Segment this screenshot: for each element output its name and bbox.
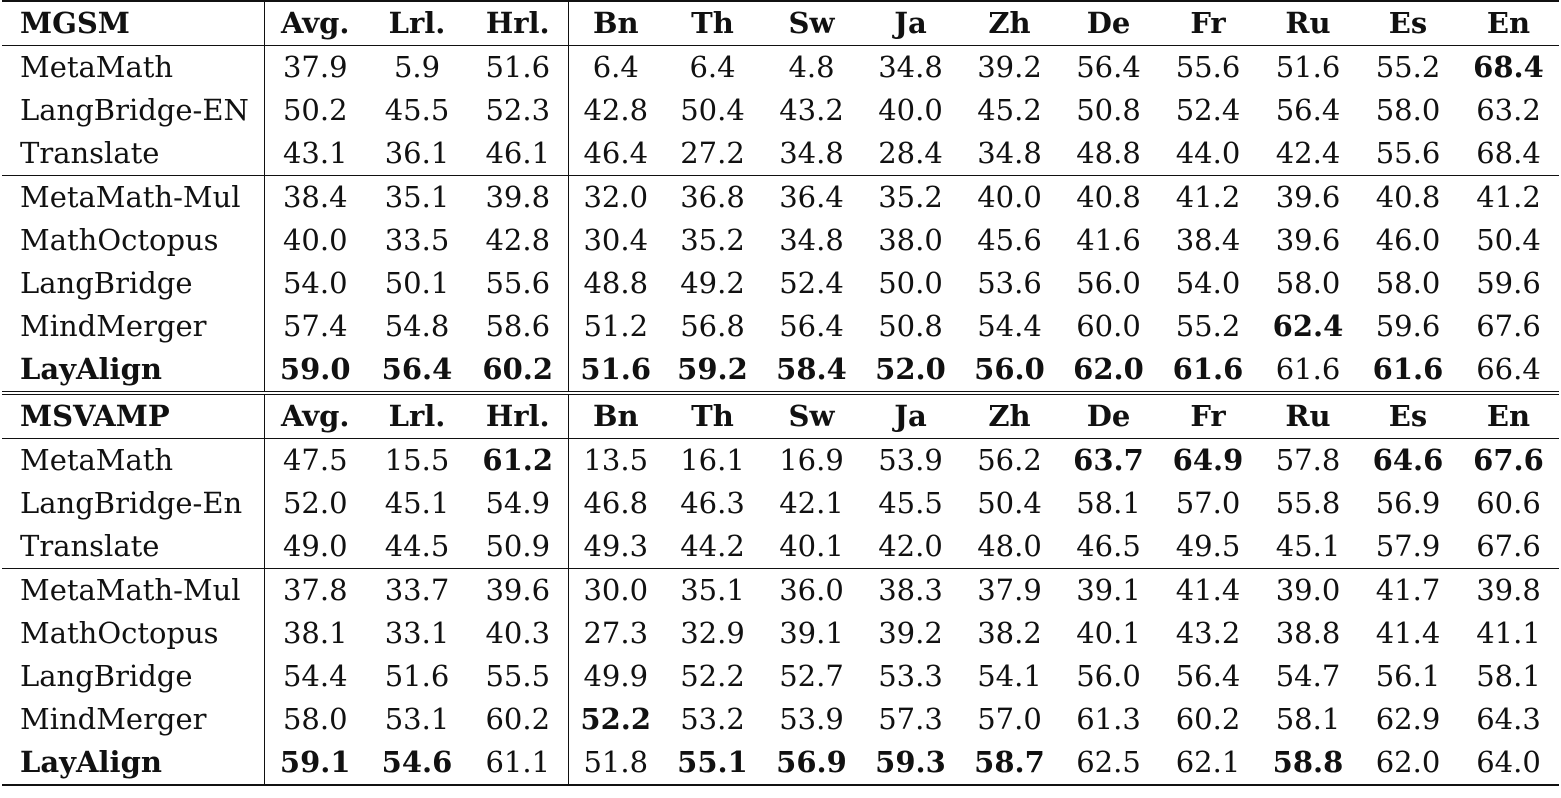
score-cell: 58.1 (1076, 486, 1141, 520)
score-cell: 32.9 (680, 616, 745, 650)
score-cell: 38.4 (1175, 223, 1241, 257)
score-cell: 56.1 (1375, 659, 1441, 693)
score-cell: 32.0 (568, 176, 663, 220)
score-cell: 37.8 (264, 569, 366, 613)
score-cell: 66.4 (1476, 352, 1541, 386)
column-header: Bn (568, 1, 663, 46)
score-cell: 36.8 (663, 176, 762, 220)
score-cell: 35.2 (861, 176, 960, 220)
score-cell: 51.6 (468, 46, 568, 90)
score-cell: 68.4 (1476, 136, 1541, 170)
score-cell: 50.2 (282, 93, 348, 127)
score-cell: 59.0 (279, 352, 351, 386)
score-cell: 54.0 (282, 266, 348, 300)
score-cell: 52.0 (875, 352, 946, 386)
score-cell: 6.4 (663, 46, 762, 90)
score-cell: 45.5 (384, 93, 450, 127)
score-cell: 57.4 (282, 309, 348, 343)
score-cell: 45.6 (977, 223, 1042, 257)
score-cell: 40.8 (1358, 176, 1458, 220)
score-cell: 34.8 (861, 46, 960, 90)
column-header: Ru (1258, 393, 1358, 439)
score-cell: 50.4 (977, 486, 1042, 520)
score-cell: 52.4 (779, 266, 844, 300)
score-cell: 58.8 (1258, 741, 1358, 785)
score-cell: 57.8 (1258, 439, 1358, 483)
table-header-row (2, 393, 1559, 439)
score-cell: 52.0 (282, 486, 348, 520)
score-cell: 39.6 (468, 569, 568, 613)
score-cell: 51.2 (583, 309, 649, 343)
score-cell: 39.1 (779, 616, 844, 650)
score-cell: 47.5 (264, 439, 366, 483)
method-name: Translate (2, 132, 264, 176)
score-cell: 52.2 (580, 702, 652, 736)
score-cell: 38.1 (282, 616, 348, 650)
score-cell: 62.4 (1272, 309, 1344, 343)
score-cell: 62.1 (1158, 741, 1258, 785)
score-cell: 54.1 (977, 659, 1042, 693)
score-cell: 58.6 (468, 305, 568, 348)
score-cell: 30.0 (568, 569, 663, 613)
score-cell: 60.6 (1476, 486, 1541, 520)
score-cell: 56.0 (1076, 266, 1141, 300)
score-cell: 58.0 (282, 702, 348, 736)
score-cell: 51.6 (384, 659, 450, 693)
score-cell: 56.4 (779, 309, 844, 343)
score-cell: 43.1 (282, 136, 348, 170)
score-cell: 48.8 (1076, 136, 1141, 170)
table-row (2, 262, 1559, 305)
method-name: MetaMath-Mul (2, 176, 264, 220)
score-cell: 35.2 (680, 223, 745, 257)
score-cell: 41.2 (1158, 176, 1258, 220)
score-cell: 53.6 (977, 266, 1042, 300)
score-cell: 37.9 (264, 46, 366, 90)
score-cell: 56.0 (974, 352, 1045, 386)
score-cell: 28.4 (878, 136, 943, 170)
score-cell: 35.1 (663, 569, 762, 613)
score-cell: 40.1 (1076, 616, 1141, 650)
score-cell: 46.0 (1375, 223, 1441, 257)
results-table (2, 0, 1559, 786)
score-cell: 43.2 (1175, 616, 1241, 650)
table-row (2, 89, 1559, 132)
score-cell: 40.0 (960, 176, 1059, 220)
column-header: Ja (861, 393, 960, 439)
score-cell: 42.4 (1275, 136, 1341, 170)
score-cell: 33.1 (384, 616, 450, 650)
column-header: Zh (960, 1, 1059, 46)
score-cell: 44.0 (1175, 136, 1241, 170)
column-header: Sw (762, 393, 861, 439)
score-cell: 61.1 (468, 741, 568, 785)
score-cell: 44.2 (680, 529, 745, 563)
table-header-row (2, 1, 1559, 46)
score-cell: 40.0 (878, 93, 943, 127)
score-cell: 54.4 (977, 309, 1042, 343)
score-cell: 41.6 (1076, 223, 1141, 257)
table-row (2, 219, 1559, 262)
score-cell: 64.3 (1476, 702, 1541, 736)
score-cell: 54.0 (1175, 266, 1241, 300)
score-cell: 58.1 (1476, 659, 1541, 693)
table-row (2, 46, 1559, 90)
table-row (2, 348, 1559, 393)
score-cell: 40.1 (779, 529, 844, 563)
score-cell: 41.7 (1358, 569, 1458, 613)
score-cell: 56.9 (762, 741, 861, 785)
score-cell: 57.0 (1175, 486, 1241, 520)
benchmark-title: MSVAMP (2, 393, 264, 439)
score-cell: 42.8 (583, 93, 649, 127)
score-cell: 56.9 (1375, 486, 1441, 520)
score-cell: 49.2 (680, 266, 745, 300)
score-cell: 50.8 (1076, 93, 1141, 127)
score-cell: 55.6 (1375, 136, 1441, 170)
method-name: MathOctopus (2, 612, 264, 655)
score-cell: 63.2 (1476, 93, 1541, 127)
score-cell: 38.0 (878, 223, 943, 257)
score-cell: 56.8 (680, 309, 745, 343)
score-cell: 42.0 (878, 529, 943, 563)
method-name: MetaMath (2, 46, 264, 90)
method-name: LayAlign (2, 741, 264, 785)
score-cell: 52.7 (779, 659, 844, 693)
score-cell: 48.0 (977, 529, 1042, 563)
score-cell: 55.8 (1275, 486, 1341, 520)
column-header: Avg. (264, 393, 366, 439)
column-header: Es (1358, 393, 1458, 439)
benchmark-title: MGSM (2, 1, 264, 46)
score-cell: 58.1 (1275, 702, 1341, 736)
score-cell: 46.4 (583, 136, 649, 170)
score-cell: 56.4 (1175, 659, 1241, 693)
score-cell: 46.5 (1076, 529, 1141, 563)
score-cell: 38.8 (1275, 616, 1341, 650)
score-cell: 54.4 (282, 659, 348, 693)
score-cell: 39.2 (960, 46, 1059, 90)
table-row (2, 612, 1559, 655)
score-cell: 55.1 (663, 741, 762, 785)
method-name: LayAlign (2, 348, 264, 393)
score-cell: 36.1 (384, 136, 450, 170)
score-cell: 62.9 (1375, 702, 1441, 736)
results-table-body (2, 1, 1559, 785)
score-cell: 67.6 (1476, 309, 1541, 343)
score-cell: 55.6 (1158, 46, 1258, 90)
score-cell: 58.0 (1375, 93, 1441, 127)
score-cell: 16.1 (663, 439, 762, 483)
score-cell: 68.4 (1458, 46, 1559, 90)
column-header: En (1458, 1, 1559, 46)
score-cell: 58.0 (1275, 266, 1341, 300)
score-cell: 34.8 (779, 136, 844, 170)
column-header: De (1059, 1, 1158, 46)
column-header: Hrl. (468, 1, 568, 46)
score-cell: 50.8 (878, 309, 943, 343)
table-row (2, 569, 1559, 613)
column-header: Ru (1258, 1, 1358, 46)
score-cell: 62.5 (1059, 741, 1158, 785)
score-cell: 64.6 (1358, 439, 1458, 483)
score-cell: 41.4 (1158, 569, 1258, 613)
score-cell: 64.9 (1158, 439, 1258, 483)
score-cell: 58.4 (776, 352, 847, 386)
score-cell: 58.7 (960, 741, 1059, 785)
score-cell: 61.6 (1172, 352, 1244, 386)
score-cell: 5.9 (366, 46, 468, 90)
column-header: Es (1358, 1, 1458, 46)
score-cell: 52.3 (468, 89, 568, 132)
method-name: LangBridge (2, 655, 264, 698)
score-cell: 30.4 (583, 223, 649, 257)
score-cell: 57.9 (1375, 529, 1441, 563)
score-cell: 61.3 (1076, 702, 1141, 736)
score-cell: 35.1 (366, 176, 468, 220)
column-header: Lrl. (366, 1, 468, 46)
score-cell: 60.0 (1076, 309, 1141, 343)
score-cell: 59.6 (1375, 309, 1441, 343)
score-cell: 27.2 (680, 136, 745, 170)
score-cell: 59.6 (1476, 266, 1541, 300)
score-cell: 40.3 (468, 612, 568, 655)
score-cell: 38.4 (264, 176, 366, 220)
score-cell: 53.9 (861, 439, 960, 483)
method-name: MindMerger (2, 305, 264, 348)
score-cell: 60.2 (468, 348, 568, 393)
table-row (2, 698, 1559, 741)
score-cell: 38.2 (977, 616, 1042, 650)
score-cell: 4.8 (762, 46, 861, 90)
score-cell: 60.2 (468, 698, 568, 741)
score-cell: 39.8 (1458, 569, 1559, 613)
score-cell: 62.0 (1073, 352, 1144, 386)
score-cell: 61.2 (468, 439, 568, 483)
score-cell: 39.6 (1275, 223, 1341, 257)
score-cell: 45.5 (878, 486, 943, 520)
score-cell: 59.2 (677, 352, 748, 386)
method-name: Translate (2, 525, 264, 569)
score-cell: 39.0 (1258, 569, 1358, 613)
score-cell: 55.5 (468, 655, 568, 698)
score-cell: 36.4 (762, 176, 861, 220)
score-cell: 53.9 (779, 702, 844, 736)
score-cell: 49.0 (282, 529, 348, 563)
score-cell: 53.3 (878, 659, 943, 693)
column-header: Th (663, 393, 762, 439)
table-row (2, 482, 1559, 525)
score-cell: 36.0 (762, 569, 861, 613)
score-cell: 39.1 (1059, 569, 1158, 613)
score-cell: 41.2 (1458, 176, 1559, 220)
score-cell: 59.1 (264, 741, 366, 785)
column-header: Lrl. (366, 393, 468, 439)
score-cell: 50.1 (384, 266, 450, 300)
score-cell: 56.4 (1275, 93, 1341, 127)
score-cell: 54.6 (366, 741, 468, 785)
score-cell: 52.2 (680, 659, 745, 693)
score-cell: 56.2 (960, 439, 1059, 483)
score-cell: 49.9 (583, 659, 649, 693)
method-name: MindMerger (2, 698, 264, 741)
column-header: Fr (1158, 393, 1258, 439)
score-cell: 6.4 (568, 46, 663, 90)
score-cell: 53.2 (680, 702, 745, 736)
score-cell: 64.0 (1458, 741, 1559, 785)
method-name: MathOctopus (2, 219, 264, 262)
score-cell: 34.8 (977, 136, 1042, 170)
column-header: En (1458, 393, 1559, 439)
score-cell: 43.2 (779, 93, 844, 127)
score-cell: 42.1 (779, 486, 844, 520)
score-cell: 39.8 (468, 176, 568, 220)
score-cell: 67.6 (1476, 529, 1541, 563)
table-row (2, 439, 1559, 483)
score-cell: 60.2 (1175, 702, 1241, 736)
column-header: De (1059, 393, 1158, 439)
column-header: Zh (960, 393, 1059, 439)
score-cell: 57.3 (878, 702, 943, 736)
score-cell: 56.4 (1059, 46, 1158, 90)
score-cell: 45.1 (384, 486, 450, 520)
score-cell: 33.5 (384, 223, 450, 257)
score-cell: 34.8 (779, 223, 844, 257)
score-cell: 55.2 (1358, 46, 1458, 90)
score-cell: 54.8 (384, 309, 450, 343)
score-cell: 46.3 (680, 486, 745, 520)
score-cell: 52.4 (1175, 93, 1241, 127)
column-header: Hrl. (468, 393, 568, 439)
method-name: MetaMath (2, 439, 264, 483)
score-cell: 61.6 (1275, 352, 1341, 386)
column-header: Avg. (264, 1, 366, 46)
score-cell: 53.1 (384, 702, 450, 736)
score-cell: 48.8 (583, 266, 649, 300)
method-name: LangBridge (2, 262, 264, 305)
score-cell: 57.0 (977, 702, 1042, 736)
score-cell: 54.9 (468, 482, 568, 525)
score-cell: 46.1 (468, 132, 568, 176)
column-header: Bn (568, 393, 663, 439)
score-cell: 50.4 (1476, 223, 1541, 257)
score-cell: 51.6 (1258, 46, 1358, 90)
table-row (2, 741, 1559, 785)
score-cell: 51.8 (568, 741, 663, 785)
column-header: Th (663, 1, 762, 46)
score-cell: 50.9 (468, 525, 568, 569)
table-row (2, 655, 1559, 698)
score-cell: 56.4 (381, 352, 453, 386)
score-cell: 63.7 (1059, 439, 1158, 483)
score-cell: 40.8 (1059, 176, 1158, 220)
score-cell: 38.3 (861, 569, 960, 613)
score-cell: 49.3 (583, 529, 649, 563)
score-cell: 33.7 (366, 569, 468, 613)
score-cell: 51.6 (580, 352, 652, 386)
column-header: Sw (762, 1, 861, 46)
score-cell: 50.4 (680, 93, 745, 127)
table-row (2, 132, 1559, 176)
score-cell: 39.6 (1258, 176, 1358, 220)
score-cell: 59.3 (861, 741, 960, 785)
method-name: LangBridge-En (2, 482, 264, 525)
column-header: Fr (1158, 1, 1258, 46)
score-cell: 45.2 (977, 93, 1042, 127)
score-cell: 58.0 (1375, 266, 1441, 300)
score-cell: 16.9 (762, 439, 861, 483)
score-cell: 50.0 (878, 266, 943, 300)
table-row (2, 305, 1559, 348)
score-cell: 46.8 (583, 486, 649, 520)
score-cell: 61.6 (1372, 352, 1444, 386)
table-row (2, 176, 1559, 220)
score-cell: 37.9 (960, 569, 1059, 613)
score-cell: 55.6 (468, 262, 568, 305)
score-cell: 44.5 (384, 529, 450, 563)
score-cell: 41.1 (1476, 616, 1541, 650)
score-cell: 49.5 (1175, 529, 1241, 563)
table-row (2, 525, 1559, 569)
score-cell: 15.5 (366, 439, 468, 483)
score-cell: 45.1 (1275, 529, 1341, 563)
score-cell: 55.2 (1175, 309, 1241, 343)
score-cell: 42.8 (468, 219, 568, 262)
score-cell: 54.7 (1275, 659, 1341, 693)
score-cell: 13.5 (568, 439, 663, 483)
score-cell: 56.0 (1076, 659, 1141, 693)
method-name: LangBridge-EN (2, 89, 264, 132)
score-cell: 41.4 (1375, 616, 1441, 650)
score-cell: 62.0 (1358, 741, 1458, 785)
score-cell: 27.3 (583, 616, 649, 650)
score-cell: 40.0 (282, 223, 348, 257)
score-cell: 67.6 (1458, 439, 1559, 483)
method-name: MetaMath-Mul (2, 569, 264, 613)
column-header: Ja (861, 1, 960, 46)
score-cell: 39.2 (878, 616, 943, 650)
